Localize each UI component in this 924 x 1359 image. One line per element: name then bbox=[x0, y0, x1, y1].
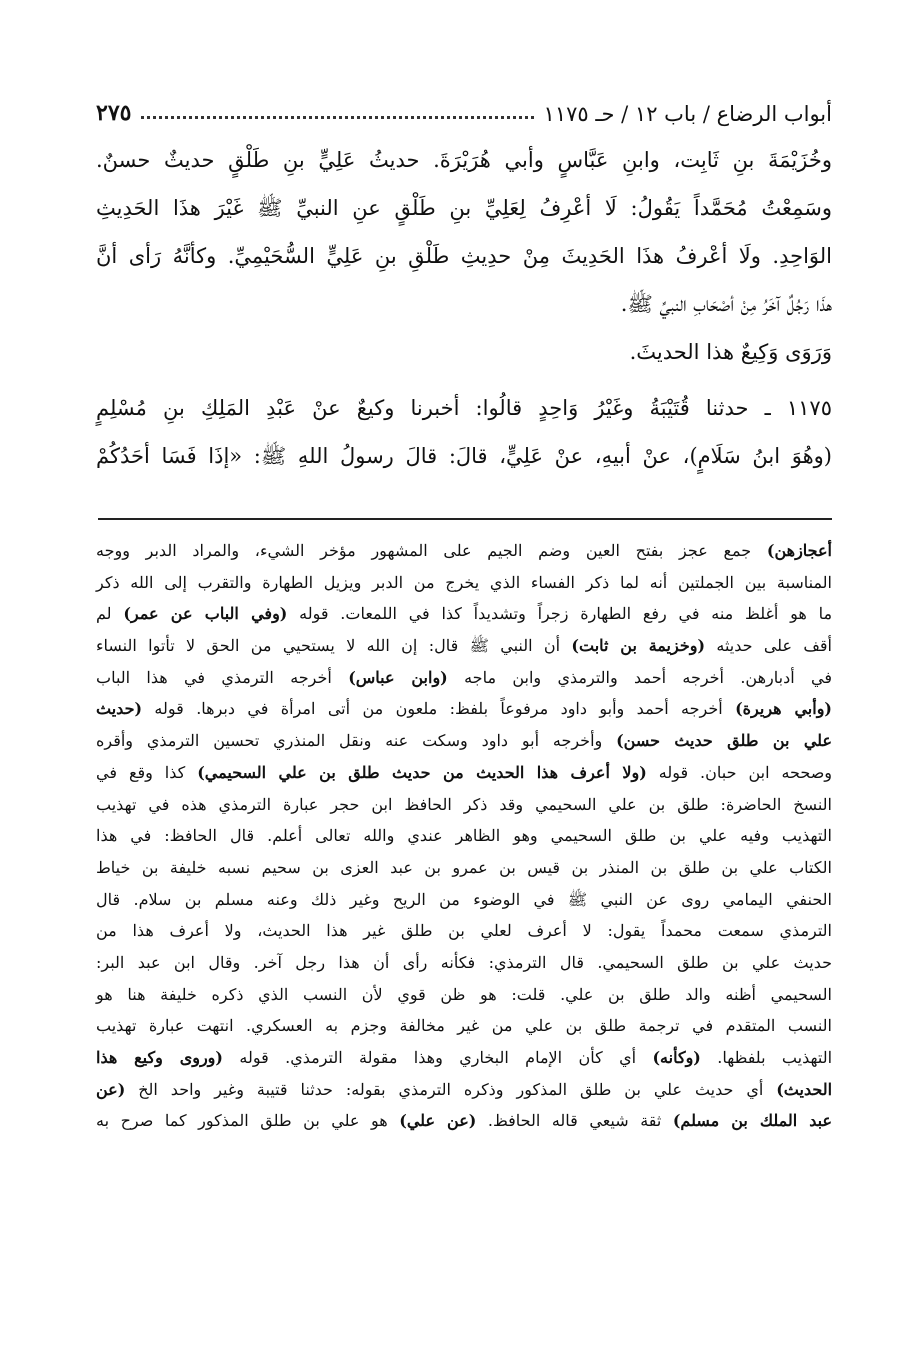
commentary-line bbox=[96, 920, 832, 952]
page-number: ٢٧٥ bbox=[96, 100, 132, 126]
commentary-line bbox=[96, 794, 832, 826]
main-text-line: وَرَوَى وَكِيعٌ هذا الحديثَ. bbox=[629, 340, 832, 364]
commentary-segment: وأخرجه أبو داود وسكت عنه ونقل المنذري تحسين الترمذي وأقره bbox=[96, 731, 617, 751]
commentary-segment: الحنفي اليمامي روى عن النبي ﷺ في الوضوء من الريح وغير ذلك وعنه مسلم بن سلام. قال bbox=[96, 889, 832, 909]
running-header bbox=[96, 92, 832, 126]
commentary-segment: جمع عجز بفتح العين وضم الجيم على المشهور مؤخر الشيء، والمراد الدبر ووجه bbox=[96, 541, 767, 560]
commentary-line bbox=[96, 1110, 832, 1142]
commentary-bold-segment: الحديث) bbox=[776, 1079, 833, 1099]
commentary-bold-segment: (حديث bbox=[96, 699, 143, 719]
commentary-bold-segment: عبد الملك بن مسلم) bbox=[672, 1111, 833, 1131]
main-text-line: وخُزَيْمَةَ بنِ ثَابِت، وابنِ عَبَّاسٍ وأبي هُرَيْرَةَ. حديثُ عَلِيٍّ بنِ طَلْقٍ حديثٌ حسنٌ. bbox=[96, 148, 832, 172]
commentary bbox=[96, 540, 832, 1142]
hadith-line: (وهُوَ ابنُ سَلَامٍ)، عنْ أبيهِ، عنْ عَلِيٍّ، قالَ: قالَ رسولُ اللهِ ﷺ: «إذَا فَسَا أحَدُكُمْ bbox=[96, 444, 832, 468]
commentary-segment: أي حديث علي بن طلق المذكور وذكره الترمذي بقوله: حدثنا قتيبة وغير واحد الخ bbox=[125, 1079, 777, 1099]
commentary-line bbox=[96, 667, 832, 699]
main-text-line: هذَا رَجُلٌ آخَرُ مِنْ أصْحَابِ النبيِّ ﷺ. bbox=[620, 292, 832, 316]
commentary-bold-segment: (وأبي هريرة) bbox=[735, 699, 833, 719]
commentary-bold-segment: (وكأنه) bbox=[652, 1048, 701, 1067]
commentary-segment: التهذيب بلفظها. bbox=[700, 1048, 833, 1067]
commentary-segment: النسخ الحاضرة: طلق بن علي السحيمي وقد ذكر الحافظ ابن حجر عبارة الترمذي هذه في تهذيب bbox=[96, 794, 832, 814]
commentary-line bbox=[96, 635, 832, 667]
commentary-segment: الترمذي سمعت محمداً يقول: لا أعرف لعلي بن طلق غير هذا الحديث، ولا أعرف هذا من bbox=[96, 921, 832, 941]
commentary-bold-segment: (وابن عباس) bbox=[348, 667, 448, 687]
commentary-segment: النسب المتقدم في ترجمة طلق بن علي من غير مخالفة وجزم به العسكري. انتهت عبارة تهذيب bbox=[96, 1016, 832, 1036]
commentary-segment: هو علي بن طلق المذكور كما صرح به bbox=[96, 1111, 400, 1131]
commentary-bold-segment: (عن bbox=[96, 1079, 126, 1099]
commentary-segment: وصححه ابن حبان. قوله bbox=[646, 762, 833, 782]
commentary-line bbox=[96, 762, 832, 794]
commentary-line bbox=[96, 698, 832, 730]
commentary-line bbox=[96, 572, 832, 604]
footnote-separator bbox=[98, 518, 832, 520]
commentary-segment: حديث علي بن طلق السحيمي. قال الترمذي: فكأنه رأى أن هذا رجل آخر. وقال ابن عبد البر: bbox=[96, 952, 832, 972]
commentary-line bbox=[96, 730, 832, 762]
commentary-segment: أخرجه الترمذي في هذا الباب bbox=[96, 667, 349, 687]
commentary-bold-segment: علي بن طلق حديث حسن) bbox=[616, 731, 832, 751]
commentary-segment: المناسبة بين الجملتين أنه لما ذكر الفساء الذي يخرج من الدبر ويزيل الطهارة والتقرب إلى الله ذكر bbox=[96, 572, 832, 592]
commentary-line bbox=[96, 889, 832, 921]
commentary-segment: كذا وقع في bbox=[96, 762, 198, 782]
commentary-line bbox=[96, 857, 832, 889]
main-text bbox=[96, 148, 832, 492]
commentary-segment: في أدبارهن. أخرجه أحمد والترمذي وابن ماجه bbox=[447, 667, 833, 687]
main-text-line: الوَاحِدِ. ولَا أعْرفُ هذَا الحَدِيثَ مِنْ حدِيثِ طَلْقِ بنِ عَلِيٍّ السُّحَيْمِيِّ. وكأنَّهُ رَأى أنَّ bbox=[96, 244, 832, 268]
running-title: أبواب الرضاع / باب ١٢ / حـ ١١٧٥ bbox=[543, 102, 832, 126]
commentary-segment: أي كأن الإمام البخاري وهذا مقولة الترمذي. قوله bbox=[222, 1048, 653, 1067]
main-text-line: وسَمِعْتُ مُحَمَّداً يَقُولُ: لَا أعْرِفُ لِعَلِيِّ بنِ طَلْقٍ عنِ النبيِّ ﷺ غَيْرَ هذَا الحَدِيثِ bbox=[96, 196, 832, 220]
commentary-segment: لم bbox=[96, 604, 124, 624]
commentary-segment: ثقة شيعي قاله الحافظ. bbox=[476, 1111, 673, 1131]
commentary-line bbox=[96, 952, 832, 984]
commentary-line bbox=[96, 1079, 832, 1111]
commentary-segment: الكتاب علي بن طلق بن المنذر بن قيس بن عمرو بن عبد العزى بن سحيم نسبه خليفة بن خياط bbox=[96, 857, 832, 877]
commentary-bold-segment: أعجازهن) bbox=[766, 541, 832, 560]
commentary-segment: ما هو أغلظ منه في رفع الطهارة زجراً وتشديداً كذا في اللمعات. قوله bbox=[287, 604, 833, 624]
commentary-bold-segment: (عن علي) bbox=[399, 1111, 477, 1131]
commentary-segment: أخرجه أحمد وأبو داود مرفوعاً بلفظ: ملعون من أتى امرأة في دبرها. قوله bbox=[142, 699, 736, 719]
commentary-segment: السحيمي أظنه والد طلق بن علي. قلت: هو ظن قوي لأن النسب الذي ذكره خليفة هنا هو bbox=[96, 984, 832, 1004]
commentary-segment: التهذيب وفيه علي بن طلق السحيمي وهو الظاهر عندي والله تعالى أعلم. قال الحافظ: في هذا bbox=[96, 826, 832, 846]
hadith-line: ١١٧٥ ـ حدثنا قُتَيْبَةُ وغَيْرُ وَاحِدٍ قالُوا: أخبرنا وكيعٌ عنْ عَبْدِ المَلِكِ بنِ مُسْلِمٍ bbox=[96, 396, 832, 420]
commentary-line bbox=[96, 540, 832, 572]
header-dot-leader bbox=[141, 116, 533, 119]
commentary-line bbox=[96, 603, 832, 635]
commentary-line bbox=[96, 1047, 832, 1079]
commentary-bold-segment: (وروى وكيع هذا bbox=[96, 1048, 223, 1067]
commentary-line bbox=[96, 825, 832, 857]
commentary-segment: أن النبي ﷺ قال: إن الله لا يستحيي من الحق لا تأتوا النساء bbox=[96, 636, 572, 656]
commentary-bold-segment: (ولا أعرف هذا الحديث من حديث طلق بن علي السحيمي) bbox=[197, 762, 647, 782]
commentary-segment: أقف على حديثه bbox=[705, 636, 833, 656]
commentary-bold-segment: (وخزيمة بن ثابت) bbox=[571, 636, 706, 656]
commentary-bold-segment: (وفي الباب عن عمر) bbox=[123, 604, 288, 624]
commentary-line bbox=[96, 984, 832, 1016]
commentary-line bbox=[96, 1015, 832, 1047]
